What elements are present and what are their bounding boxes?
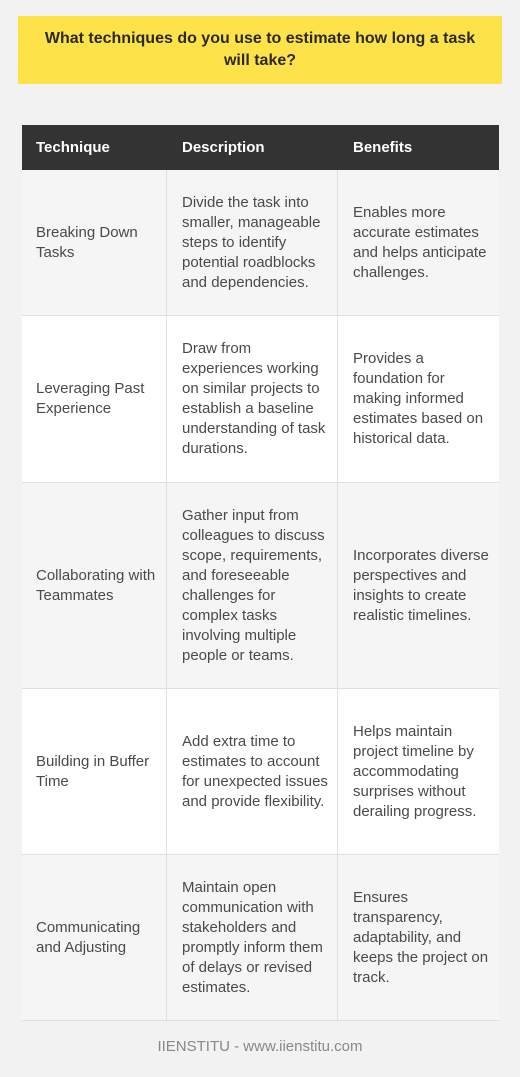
benefits-cell: Incorporates diverse perspectives and insights to create realistic timelines. bbox=[353, 546, 489, 624]
technique-cell: Leveraging Past Experience bbox=[22, 316, 167, 482]
description-cell: Gather input from colleagues to discuss scope, requirements, and foreseeable challenges for complex tasks involving multiple people or teams. bbox=[167, 483, 338, 688]
benefits-cell: Enables more accurate estimates and helps anticipate challenges. bbox=[353, 203, 487, 281]
table-header-row bbox=[22, 125, 499, 170]
description-cell: Draw from experiences working on similar projects to establish a baseline understanding of task durations. bbox=[167, 316, 338, 482]
column-header-description: Description bbox=[182, 138, 265, 156]
benefits-cell: Ensures transparency, adaptability, and keeps the project on track. bbox=[353, 888, 489, 986]
table-row bbox=[22, 170, 499, 316]
page-title: What techniques do you use to estimate how long a task will take? bbox=[18, 16, 502, 84]
footer-credit: IIENSTITU - www.iienstitu.com bbox=[157, 1038, 363, 1055]
technique-cell: Communicating and Adjusting bbox=[22, 855, 167, 1020]
description-cell: Maintain open communication with stakeholders and promptly inform them of delays or revised estimates. bbox=[167, 855, 338, 1020]
description-cell: Add extra time to estimates to account for unexpected issues and provide flexibility. bbox=[167, 689, 338, 854]
technique-cell: Collaborating with Teammates bbox=[22, 483, 167, 688]
benefits-cell: Provides a foundation for making informed estimates based on historical data. bbox=[353, 350, 484, 447]
table-row bbox=[22, 855, 499, 1021]
techniques-table bbox=[22, 125, 499, 1021]
column-header-benefits: Benefits bbox=[353, 138, 413, 156]
benefits-cell: Helps maintain project timeline by accommodating surprises without derailing progress. bbox=[353, 722, 477, 820]
table-row bbox=[22, 316, 499, 483]
technique-cell: Building in Buffer Time bbox=[22, 689, 167, 854]
technique-cell: Breaking Down Tasks bbox=[22, 170, 167, 315]
table-row bbox=[22, 689, 499, 855]
column-header-technique: Technique bbox=[36, 138, 110, 156]
description-cell: Divide the task into smaller, manageable steps to identify potential roadblocks and dependencies. bbox=[167, 170, 338, 315]
table-row bbox=[22, 483, 499, 689]
